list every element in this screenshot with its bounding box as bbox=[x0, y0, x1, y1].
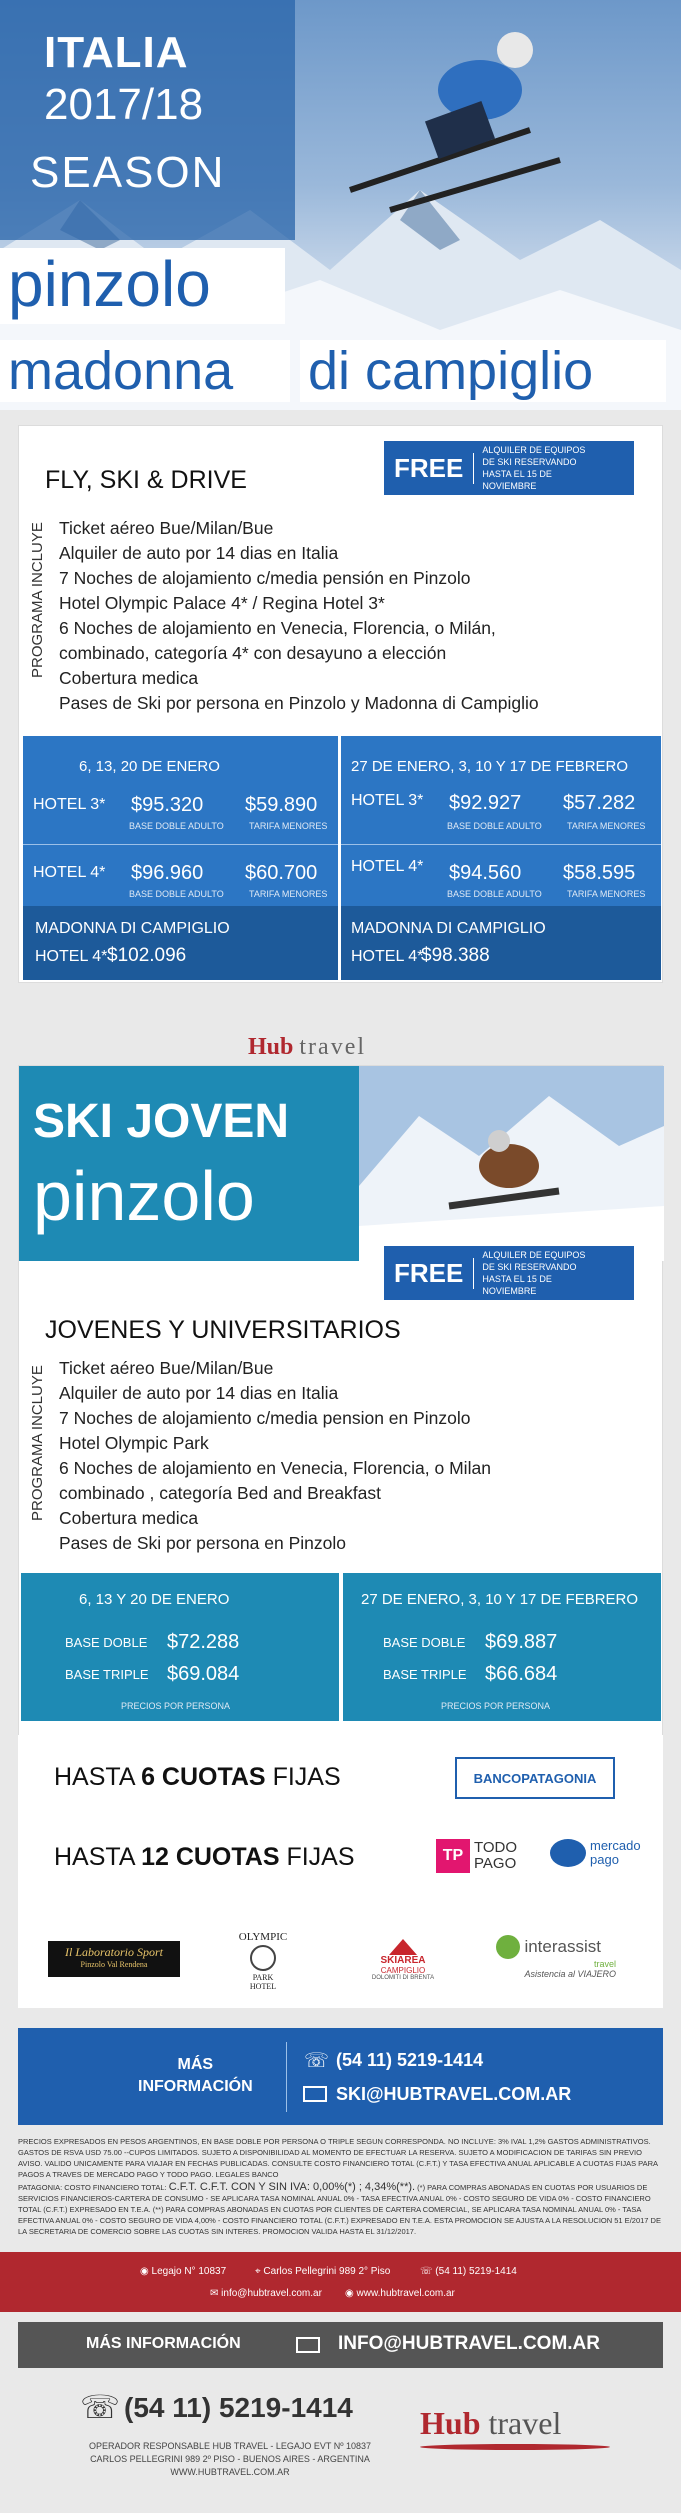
mail-icon bbox=[296, 2337, 320, 2353]
package-ski-joven bbox=[18, 1065, 663, 1775]
snowboarder-image bbox=[359, 1066, 664, 1261]
mail-icon: ✉ bbox=[210, 2288, 219, 2299]
list-item: 7 Noches de alojamiento c/media pensión en Pinzolo bbox=[59, 568, 471, 588]
interassist-text: interassist bbox=[524, 1937, 601, 1956]
lab-sub: Pinzolo Val Rendena bbox=[80, 1960, 148, 1969]
list-item: combinado, categoría 4* con desayuno a elección bbox=[59, 643, 447, 663]
divider bbox=[23, 844, 338, 845]
package-fly-ski-drive bbox=[18, 425, 663, 983]
madonna-row bbox=[23, 906, 338, 980]
email-text[interactable]: info@hubtravel.com.ar bbox=[221, 2288, 322, 2299]
operator-line: OPERADOR RESPONSABLE HUB TRAVEL - LEGAJO EVT Nº 10837 bbox=[88, 2441, 372, 2451]
madonna-hotel-label: HOTEL 4* bbox=[35, 948, 108, 965]
list-item: Ticket aéreo Bue/Milan/Bue bbox=[59, 518, 274, 538]
cuota-count: 12 CUOTAS bbox=[141, 1843, 280, 1871]
logo-travel: travel bbox=[299, 1034, 367, 1060]
email-item bbox=[210, 2288, 322, 2299]
hero-season: SEASON bbox=[30, 148, 226, 197]
web-text[interactable]: www.hubtravel.com.ar bbox=[356, 2288, 455, 2299]
ski-joven-subtitle: pinzolo bbox=[33, 1157, 255, 1235]
hotel3-minor-price: $59.890 bbox=[245, 794, 318, 816]
ski-joven-title: SKI JOVEN bbox=[33, 1095, 290, 1148]
price-column-january bbox=[23, 736, 338, 980]
banco-patagonia-logo bbox=[455, 1757, 615, 1799]
web-item bbox=[345, 2288, 455, 2299]
legal-cft: C.F.T. C.F.T. CON Y SIN IVA: 0,00%(*) ; 4,34%(**). bbox=[168, 2181, 416, 2193]
interassist-icon bbox=[496, 1935, 520, 1959]
skiarea-text: SKIAREA bbox=[380, 1955, 426, 1966]
operator-info bbox=[80, 2440, 380, 2479]
legajo-text: Legajo N° 10837 bbox=[151, 2266, 227, 2277]
list-item: 6 Noches de alojamiento en Venecia, Florencia, o Milan bbox=[59, 1458, 491, 1478]
date-heading: 27 DE ENERO, 3, 10 Y 17 DE FEBRERO bbox=[361, 1591, 639, 1608]
triple-price: $69.084 bbox=[167, 1663, 240, 1685]
lab-name: Il Laboratorio Sport bbox=[64, 1945, 163, 1959]
programa-incluye-label: PROGRAMA INCLUYE bbox=[29, 1365, 46, 1521]
list-item: Cobertura medica bbox=[59, 1508, 199, 1528]
hotel4-minor-price: $60.700 bbox=[245, 862, 318, 884]
triple-label: BASE TRIPLE bbox=[65, 1667, 149, 1682]
olympic-park-logo bbox=[228, 1931, 298, 1991]
address-item bbox=[255, 2266, 390, 2277]
hotel4-adult-price: $96.960 bbox=[131, 862, 204, 884]
partners-section bbox=[18, 1913, 663, 2008]
web-line[interactable]: WWW.HUBTRAVEL.COM.AR bbox=[170, 2467, 290, 2477]
legal-detail: (*) PARA COMPRAS ABONADAS EN CUOTAS POR USUARIOS DE SERVICIOS FINANCIEROS-CARTERA DE CONSUMO - SE APLICARA TASA NOMINAL ANUAL 0% - TASA EFECTIVA ANUAL 0% - COSTO SEGURO DE VIDA 0% - COSTO FINANCIERO TOTAL (C.F.T.) EXPRESADO EN T.E.A. (**) PARA COMPRAS ABONADAS EN CUOTAS POR CLIENTES DE CARTERA COMERCIAL, SE APLICARA TASA NOMINAL ANUAL 0% - TASA EFECTIVA ANUAL 0% - COSTO SEGURO DE VIDA 4,00% - COSTO FINANCIERO TOTAL (C.F.T.) EXPRESADO EN T.E.A. ESTA PROMOCION SE AJUSTA A LA RESOLUCION 51 E/2017 DE LA SECRETARIA DE COMERCIO SOBRE LAS CUOTAS SIN INTERES. PROMOCION VALIDA HASTA EL 31/12/2017. bbox=[18, 2183, 661, 2236]
programa-incluye-label: PROGRAMA INCLUYE bbox=[29, 522, 46, 678]
hero-destination-2a: madonna bbox=[0, 340, 290, 402]
hotel3-label: HOTEL 3* bbox=[351, 792, 424, 809]
phone-number[interactable]: (54 11) 5219-1414 bbox=[336, 2050, 484, 2070]
email-link[interactable]: INFO@HUBTRAVEL.COM.AR bbox=[338, 2333, 600, 2354]
phone-icon: ☏ bbox=[304, 2050, 330, 2072]
skiarea-campiglio: CAMPIGLIO bbox=[380, 1966, 426, 1975]
madonna-hotel-label: HOTEL 4* bbox=[351, 948, 424, 965]
mercado-pago-logo bbox=[550, 1839, 641, 1867]
list-item: 7 Noches de alojamiento c/media pension en Pinzolo bbox=[59, 1408, 471, 1428]
cuota-suffix: FIJAS bbox=[265, 1763, 341, 1791]
legal-prefix: PATAGONIA: COSTO FINANCIERO TOTAL: bbox=[18, 2183, 169, 2192]
cuota-prefix: HASTA bbox=[54, 1763, 142, 1791]
list-item: combinado , categoría Bed and Breakfast bbox=[59, 1483, 382, 1503]
free-label: FREE bbox=[384, 1258, 474, 1289]
six-installments-text bbox=[54, 1763, 341, 1792]
legal-text-2 bbox=[18, 2182, 663, 2237]
free-detail: ALQUILER DE EQUIPOS DE SKI RESERVANDO HASTA EL 15 DE NOVIEMBRE bbox=[482, 445, 586, 491]
cuota-prefix: HASTA bbox=[54, 1843, 142, 1871]
divider bbox=[286, 2042, 287, 2112]
triple-price: $66.684 bbox=[485, 1663, 558, 1685]
adult-sublabel: BASE DOBLE ADULTO bbox=[129, 821, 224, 831]
todo-pago-logo bbox=[436, 1839, 517, 1873]
audience-heading: JOVENES Y UNIVERSITARIOS bbox=[45, 1316, 401, 1344]
hotel4-label: HOTEL 4* bbox=[351, 858, 424, 875]
financing-section bbox=[18, 1735, 663, 1915]
olympic-hotel: HOTEL bbox=[249, 1982, 277, 1991]
price-column-january bbox=[21, 1573, 339, 1721]
web-icon: ◉ bbox=[345, 2288, 354, 2299]
hero-country: ITALIA bbox=[44, 28, 189, 77]
address-text: Carlos Pellegrini 989 2° Piso bbox=[263, 2266, 391, 2277]
divider bbox=[341, 844, 661, 845]
legajo-item bbox=[140, 2266, 226, 2277]
free-detail: ALQUILER DE EQUIPOS DE SKI RESERVANDO HASTA EL 15 DE NOVIEMBRE bbox=[482, 1250, 586, 1296]
included-list bbox=[59, 516, 539, 716]
hero-banner bbox=[0, 0, 681, 410]
list-item: Ticket aéreo Bue/Milan/Bue bbox=[59, 1358, 274, 1378]
minor-sublabel: TARIFA MENORES bbox=[567, 821, 646, 831]
minor-sublabel: TARIFA MENORES bbox=[567, 889, 646, 899]
todo-pago-text1: TODO bbox=[474, 1839, 518, 1856]
todo-pago-text2: PAGO bbox=[474, 1855, 517, 1872]
skiarea-icon bbox=[389, 1939, 417, 1955]
logo-hub: Hub bbox=[420, 2405, 481, 2441]
contact-bar bbox=[18, 2028, 663, 2125]
doble-price: $69.887 bbox=[485, 1631, 558, 1653]
hero-year: 2017/18 bbox=[44, 80, 204, 129]
skiarea-logo bbox=[348, 1939, 458, 1981]
hotel4-minor-price: $58.595 bbox=[563, 862, 636, 884]
logo-travel: travel bbox=[488, 2405, 562, 2441]
phone-icon: ☏ bbox=[80, 2389, 121, 2425]
phone-icon: ☏ bbox=[420, 2266, 433, 2277]
todo-pago-icon: TP bbox=[436, 1839, 470, 1873]
madonna-row bbox=[341, 906, 661, 980]
skiarea-dolomiti: DOLOMITI DI BRENTA bbox=[371, 1975, 435, 1981]
twelve-installments-text bbox=[54, 1843, 355, 1872]
mercado-pago-text2: pago bbox=[590, 1852, 619, 1867]
included-list bbox=[59, 1356, 491, 1556]
doble-label: BASE DOBLE bbox=[65, 1635, 148, 1650]
phone-text[interactable]: (54 11) 5219-1414 bbox=[435, 2266, 517, 2277]
free-label: FREE bbox=[384, 453, 474, 484]
adult-sublabel: BASE DOBLE ADULTO bbox=[447, 821, 542, 831]
triple-label: BASE TRIPLE bbox=[383, 1667, 467, 1682]
olympic-park: PARK bbox=[252, 1973, 274, 1982]
hotel4-adult-price: $94.560 bbox=[449, 862, 522, 884]
mail-icon bbox=[303, 2086, 327, 2102]
madonna-label: MADONNA DI CAMPIGLIO bbox=[35, 920, 230, 937]
address-line: CARLOS PELLEGRINI 989 2º PISO - BUENOS AIRES - ARGENTINA bbox=[90, 2454, 370, 2464]
email-link[interactable]: SKI@HUBTRAVEL.COM.AR bbox=[336, 2084, 572, 2104]
minor-sublabel: TARIFA MENORES bbox=[249, 821, 328, 831]
cuota-suffix: FIJAS bbox=[279, 1843, 355, 1871]
list-item: Hotel Olympic Palace 4* / Regina Hotel 3* bbox=[59, 593, 385, 613]
doble-label: BASE DOBLE bbox=[383, 1635, 466, 1650]
madonna-price: $98.388 bbox=[421, 945, 490, 966]
hotel3-adult-price: $95.320 bbox=[131, 794, 204, 816]
free-rental-badge bbox=[384, 1246, 634, 1300]
list-item: 6 Noches de alojamiento en Venecia, Florencia, o Milán, bbox=[59, 618, 496, 638]
skier-image bbox=[330, 20, 650, 220]
hero-destination-2b: di campiglio bbox=[300, 340, 666, 402]
list-item: Cobertura medica bbox=[59, 668, 199, 688]
adult-sublabel: BASE DOBLE ADULTO bbox=[447, 889, 542, 899]
hotel3-minor-price: $57.282 bbox=[563, 792, 636, 814]
per-person-note: PRECIOS POR PERSONA bbox=[121, 1701, 231, 1711]
bottom-phone[interactable]: (54 11) 5219-1414 bbox=[124, 2392, 353, 2423]
package-title: FLY, SKI & DRIVE bbox=[45, 466, 247, 494]
grey-contact-bar bbox=[18, 2322, 663, 2368]
mas-informacion bbox=[138, 2054, 253, 2098]
olympic-text: OLYMPIC bbox=[238, 1931, 288, 1943]
location-pin-icon: ⌖ bbox=[255, 2266, 261, 2277]
mas-label: MÁS bbox=[177, 2056, 214, 2073]
hotel4-label: HOTEL 4* bbox=[33, 864, 106, 881]
legal-text: PRECIOS EXPRESADOS EN PESOS ARGENTINOS, EN BASE DOBLE POR PERSONA O TRIPLE SEGUN CORRESPONDA. NO INCLUYE: 3% IVAL 1,2% GASTOS ADMINISTRATIVOS. GASTOS DE RSVA USD 75.00 --CUPOS LIMITADOS. SUJETO A DISPONIBILIDAD AL MOMENTO DE EFECTUAR LA RESERVA. SUJETO A MODIFICACION DE TARIFAS SIN PREVIO AVISO. VALIDO UNICAMENTE PARA VIAJAR EN FECHAS PUBLICADAS. CONSULTE COSTO FINANCIERO TOTAL (C.F.T.) Y TASA EFECTIVA ANUAL APLICABLE A CUOTAS FIJAS PARA PAGOS A TRAVES DE MERCADO PAGO Y TODO PAGO. LEGALES BANCO bbox=[18, 2137, 658, 2179]
list-item: Pases de Ski por persona en Pinzolo y Madonna di Campiglio bbox=[59, 693, 539, 713]
list-item: Pases de Ski por persona en Pinzolo bbox=[59, 1533, 346, 1553]
logo-hub: Hub bbox=[248, 1034, 294, 1060]
per-person-note: PRECIOS POR PERSONA bbox=[441, 1701, 551, 1711]
globe-icon: ◉ bbox=[140, 2266, 149, 2277]
mercado-pago-icon bbox=[550, 1839, 586, 1867]
doble-price: $72.288 bbox=[167, 1631, 240, 1653]
hero-destination-1: pinzolo bbox=[0, 248, 285, 324]
list-item: Alquiler de auto por 14 dias en Italia bbox=[59, 1383, 339, 1403]
hubtravel-logo bbox=[248, 1034, 366, 1061]
interassist-tagline: Asistencia al VIAJERO bbox=[524, 1969, 616, 1979]
phone-item bbox=[420, 2266, 517, 2277]
logo-swoosh bbox=[420, 2444, 610, 2450]
minor-sublabel: TARIFA MENORES bbox=[249, 889, 328, 899]
madonna-price: $102.096 bbox=[107, 945, 187, 966]
informacion-label: INFORMACIÓN bbox=[138, 2078, 253, 2095]
adult-sublabel: BASE DOBLE ADULTO bbox=[129, 889, 224, 899]
free-rental-badge bbox=[384, 441, 634, 495]
madonna-label: MADONNA DI CAMPIGLIO bbox=[351, 920, 546, 937]
price-column-february bbox=[341, 736, 661, 980]
hubtravel-logo-bottom bbox=[420, 2405, 610, 2450]
cuota-count: 6 CUOTAS bbox=[141, 1763, 266, 1791]
mas-informacion-label: MÁS INFORMACIÓN bbox=[86, 2335, 241, 2352]
bank-name: BANCOPATAGONIA bbox=[473, 1770, 597, 1786]
date-heading: 6, 13, 20 DE ENERO bbox=[79, 758, 220, 775]
date-heading: 27 DE ENERO, 3, 10 Y 17 DE FEBRERO bbox=[351, 758, 629, 775]
hotel3-adult-price: $92.927 bbox=[449, 792, 522, 814]
red-footer bbox=[0, 2252, 681, 2312]
olympic-crest-icon bbox=[250, 1945, 276, 1971]
laboratorio-sport-logo bbox=[48, 1941, 180, 1977]
hotel3-label: HOTEL 3* bbox=[33, 796, 106, 813]
list-item: Alquiler de auto por 14 dias en Italia bbox=[59, 543, 339, 563]
price-column-february bbox=[343, 1573, 661, 1721]
interassist-travel: travel bbox=[593, 1959, 616, 1969]
date-heading: 6, 13 Y 20 DE ENERO bbox=[79, 1591, 230, 1608]
mercado-pago-text1: mercado bbox=[590, 1838, 641, 1853]
interassist-logo bbox=[496, 1935, 626, 1979]
list-item: Hotel Olympic Park bbox=[59, 1433, 209, 1453]
